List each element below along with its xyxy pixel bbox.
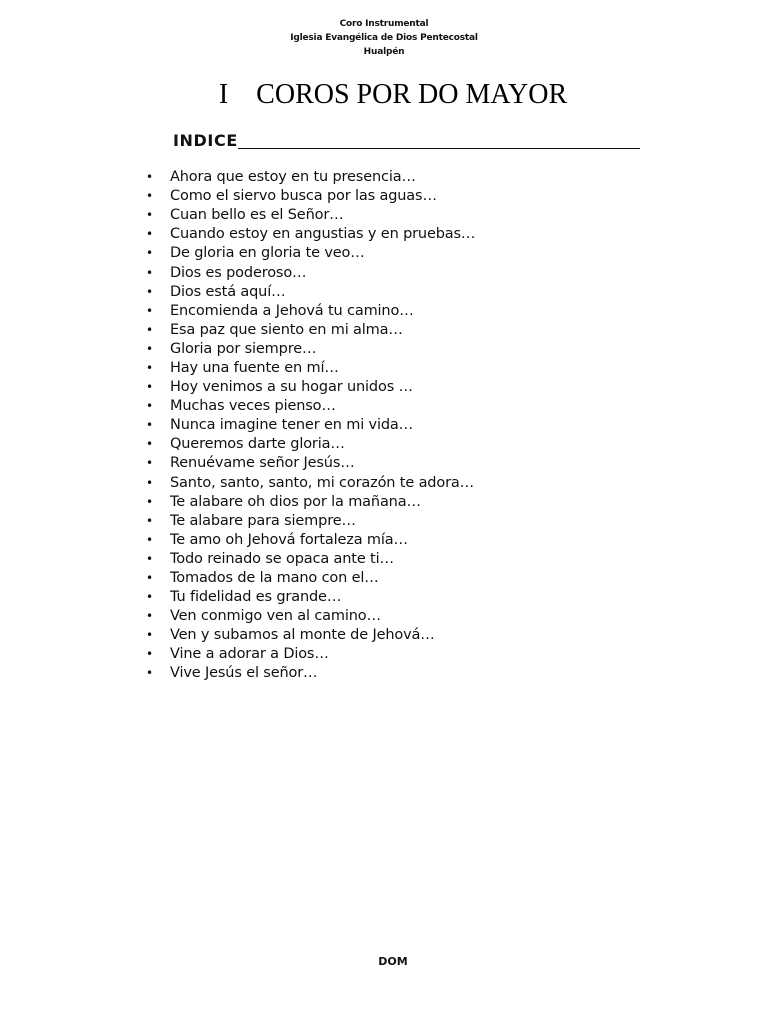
song-title: Tomados de la mano con el… bbox=[170, 570, 379, 587]
list-item bbox=[146, 302, 475, 321]
song-title: Nunca imagine tener en mi vida… bbox=[170, 417, 414, 434]
song-index-list bbox=[146, 168, 475, 684]
page-title: I COROS POR DO MAYOR bbox=[218, 79, 568, 110]
song-title: Hoy venimos a su hogar unidos … bbox=[170, 379, 413, 396]
list-item bbox=[146, 512, 475, 531]
song-title: Como el siervo busca por las aguas… bbox=[170, 188, 437, 205]
bullet-icon: • bbox=[146, 380, 153, 395]
bullet-icon: • bbox=[146, 189, 153, 204]
list-item bbox=[146, 626, 475, 645]
list-item bbox=[146, 321, 475, 340]
bullet-icon: • bbox=[146, 341, 153, 356]
bullet-icon: • bbox=[146, 609, 153, 624]
list-item bbox=[146, 416, 475, 435]
song-title: Ven y subamos al monte de Jehová… bbox=[170, 627, 435, 644]
page-footer: DOM bbox=[378, 955, 408, 968]
bullet-icon: • bbox=[146, 456, 153, 471]
list-item bbox=[146, 378, 475, 397]
bullet-icon: • bbox=[146, 647, 153, 662]
bullet-icon: • bbox=[146, 590, 153, 605]
list-item bbox=[146, 531, 475, 550]
list-item bbox=[146, 550, 475, 569]
list-item bbox=[146, 225, 475, 244]
bullet-icon: • bbox=[146, 571, 153, 586]
song-title: Te alabare para siempre… bbox=[170, 512, 356, 529]
song-title: Esa paz que siento en mi alma… bbox=[170, 321, 403, 338]
document-header bbox=[0, 17, 768, 59]
list-item bbox=[146, 493, 475, 512]
song-title: Vine a adorar a Dios… bbox=[170, 646, 329, 663]
bullet-icon: • bbox=[146, 246, 153, 261]
song-title: Vive Jesús el señor… bbox=[170, 665, 318, 682]
song-title: Renuévame señor Jesús… bbox=[170, 455, 355, 472]
list-item bbox=[146, 607, 475, 626]
list-item bbox=[146, 435, 475, 454]
list-item bbox=[146, 397, 475, 416]
index-underline-rule bbox=[238, 148, 640, 149]
list-item bbox=[146, 283, 475, 302]
song-title: Dios es poderoso… bbox=[170, 264, 307, 281]
song-title: Ven conmigo ven al camino… bbox=[170, 608, 381, 625]
song-title: Ahora que estoy en tu presencia… bbox=[170, 169, 416, 186]
song-title: Tu fidelidad es grande… bbox=[170, 589, 342, 606]
header-location: Hualpén bbox=[363, 47, 405, 57]
song-title: Muchas veces pienso… bbox=[170, 398, 336, 415]
header-choir-name: Coro Instrumental bbox=[339, 19, 429, 29]
list-item bbox=[146, 569, 475, 588]
list-item bbox=[146, 168, 475, 187]
list-item bbox=[146, 263, 475, 282]
song-title: Te amo oh Jehová fortaleza mía… bbox=[170, 531, 408, 548]
list-item bbox=[146, 359, 475, 378]
bullet-icon: • bbox=[146, 399, 153, 414]
bullet-icon: • bbox=[146, 265, 153, 280]
bullet-icon: • bbox=[146, 360, 153, 375]
list-item bbox=[146, 664, 475, 683]
bullet-icon: • bbox=[146, 494, 153, 509]
bullet-icon: • bbox=[146, 303, 153, 318]
bullet-icon: • bbox=[146, 551, 153, 566]
song-title: Dios está aquí… bbox=[170, 283, 286, 300]
list-item bbox=[146, 588, 475, 607]
song-title: Te alabare oh dios por la mañana… bbox=[170, 493, 421, 510]
bullet-icon: • bbox=[146, 628, 153, 643]
list-item bbox=[146, 187, 475, 206]
song-title: Cuan bello es el Señor… bbox=[170, 207, 344, 224]
song-title: De gloria en gloria te veo… bbox=[170, 245, 365, 262]
bullet-icon: • bbox=[146, 532, 153, 547]
bullet-icon: • bbox=[146, 437, 153, 452]
bullet-icon: • bbox=[146, 227, 153, 242]
index-heading bbox=[173, 130, 640, 152]
list-item bbox=[146, 206, 475, 225]
bullet-icon: • bbox=[146, 418, 153, 433]
list-item bbox=[146, 645, 475, 664]
bullet-icon: • bbox=[146, 513, 153, 528]
bullet-icon: • bbox=[146, 170, 153, 185]
header-church-name: Iglesia Evangélica de Dios Pentecostal bbox=[290, 33, 478, 43]
list-item bbox=[146, 454, 475, 473]
list-item bbox=[146, 340, 475, 359]
index-label: INDICE bbox=[173, 131, 238, 150]
list-item bbox=[146, 474, 475, 493]
bullet-icon: • bbox=[146, 208, 153, 223]
song-title: Gloria por siempre… bbox=[170, 340, 317, 357]
bullet-icon: • bbox=[146, 322, 153, 337]
song-title: Queremos darte gloria… bbox=[170, 436, 345, 453]
bullet-icon: • bbox=[146, 284, 153, 299]
song-title: Hay una fuente en mí… bbox=[170, 359, 339, 376]
song-title: Santo, santo, santo, mi corazón te adora… bbox=[170, 474, 474, 491]
song-title: Todo reinado se opaca ante ti… bbox=[170, 550, 394, 567]
bullet-icon: • bbox=[146, 666, 153, 681]
list-item bbox=[146, 244, 475, 263]
song-title: Encomienda a Jehová tu camino… bbox=[170, 302, 414, 319]
bullet-icon: • bbox=[146, 475, 153, 490]
song-title: Cuando estoy en angustias y en pruebas… bbox=[170, 226, 476, 243]
